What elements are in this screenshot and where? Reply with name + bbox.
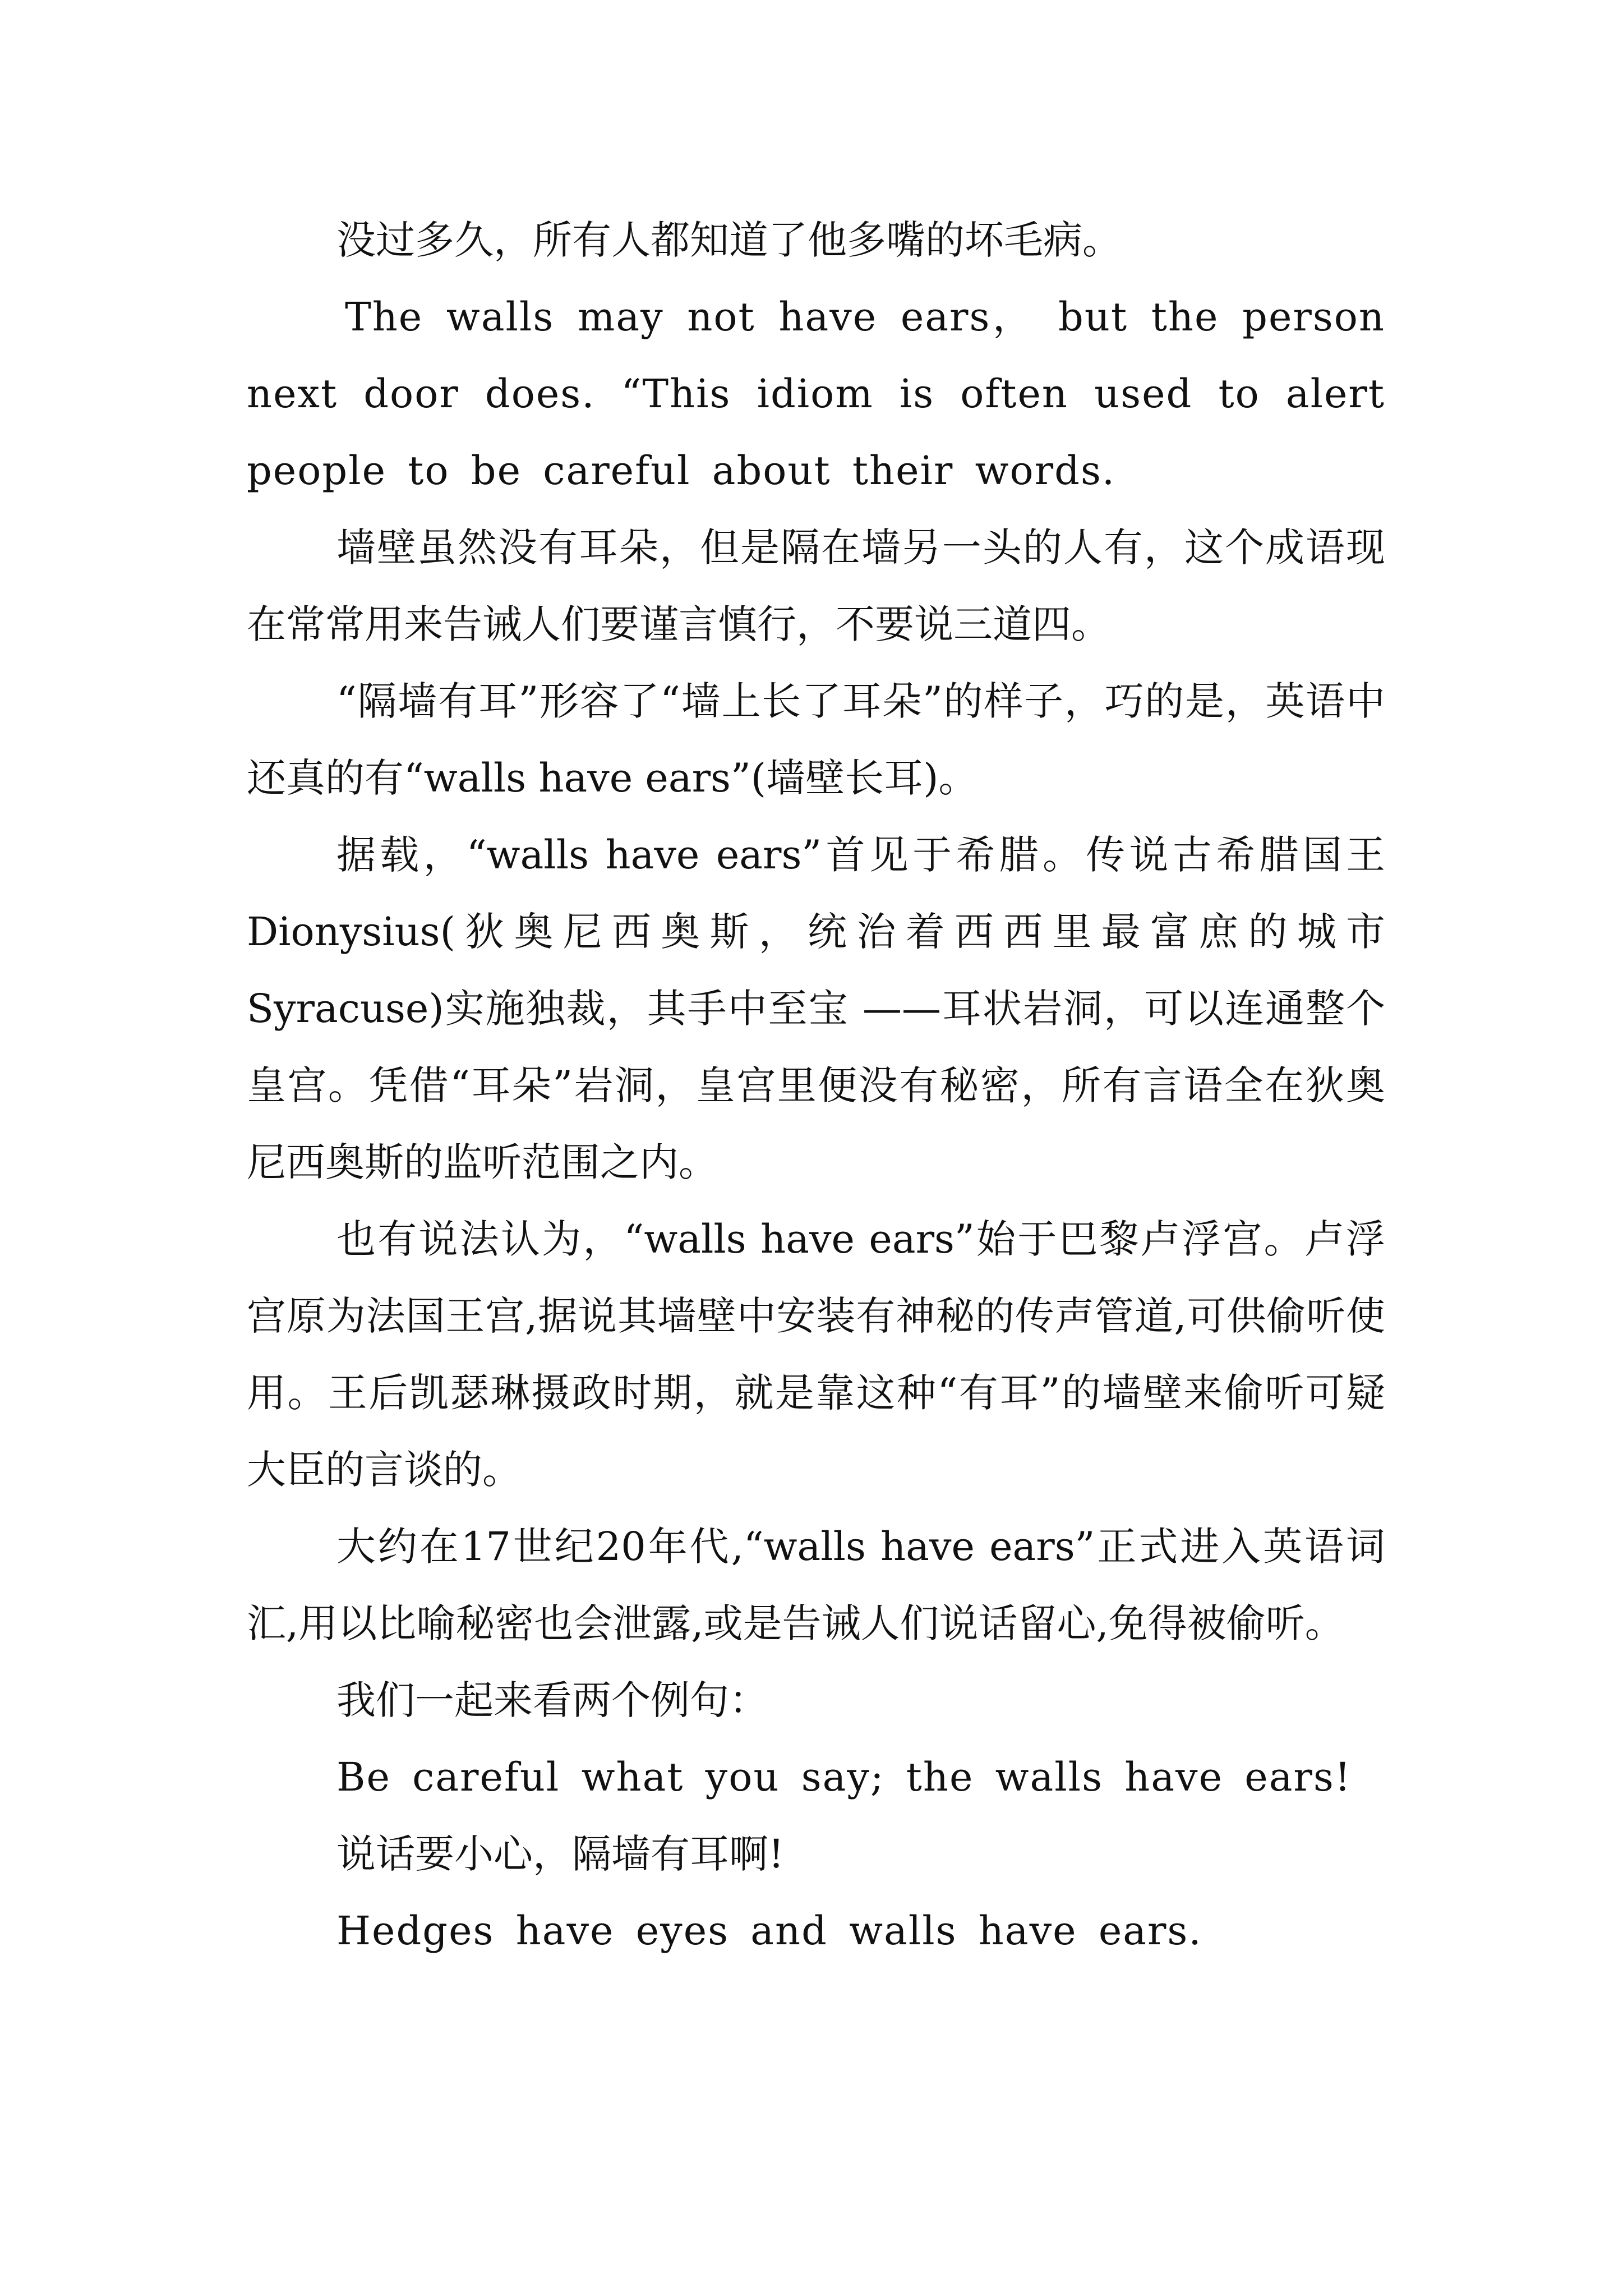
paragraph-3: 墙壁虽然没有耳朵，但是隔在墙另一头的人有，这个成语现在常常用来告诫人们要谨言慎行，不要说三道四。 [247,524,1385,647]
paragraph-4: “隔墙有耳”形容了“墙上长了耳朵”的样子，巧的是，英语中还真的有“walls have ears”(墙壁长耳)。 [247,678,1385,801]
paragraph-1: 没过多久，所有人都知道了他多嘴的坏毛病。 [336,217,1122,263]
paragraph-5: 据载，“walls have ears”首见于希腊。传说古希腊国王Dionysius(狄奥尼西奥斯，统治着西西里最富庶的城市Syracuse)实施独裁，其手中至宝 ——耳状岩洞，可以连通整个皇宫。凭借“耳朵”岩洞，皇宫里便没有秘密，所有言语全在狄奥尼西奥斯的监听范围之内。 [247,832,1385,1185]
paragraph-6: 也有说法认为，“walls have ears”始于巴黎卢浮宫。卢浮宫原为法国王宫,据说其墙壁中安装有神秘的传声管道,可供偷听使用。王后凯瑟琳摄政时期，就是靠这种“有耳”的墙壁来偷听可疑大臣的言谈的。 [247,1216,1385,1493]
document-page [247,202,1385,1970]
paragraph-7: 大约在17世纪20年代,“walls have ears”正式进入英语词汇,用以比喻秘密也会泄露,或是告诫人们说话留心,免得被偷听。 [247,1524,1385,1646]
example-sentence-2: Hedges have eyes and walls have ears. [336,1908,1202,1954]
example-translation-1: 说话要小心，隔墙有耳啊! [336,1831,785,1877]
example-sentence-1: Be careful what you say; the walls have ears! [336,1754,1352,1800]
paragraph-2: The walls may not have ears， but the person next door does. “This idiom is often used to alert people to be careful about their words. [247,294,1385,494]
paragraph-8: 我们一起来看两个例句： [336,1677,768,1723]
